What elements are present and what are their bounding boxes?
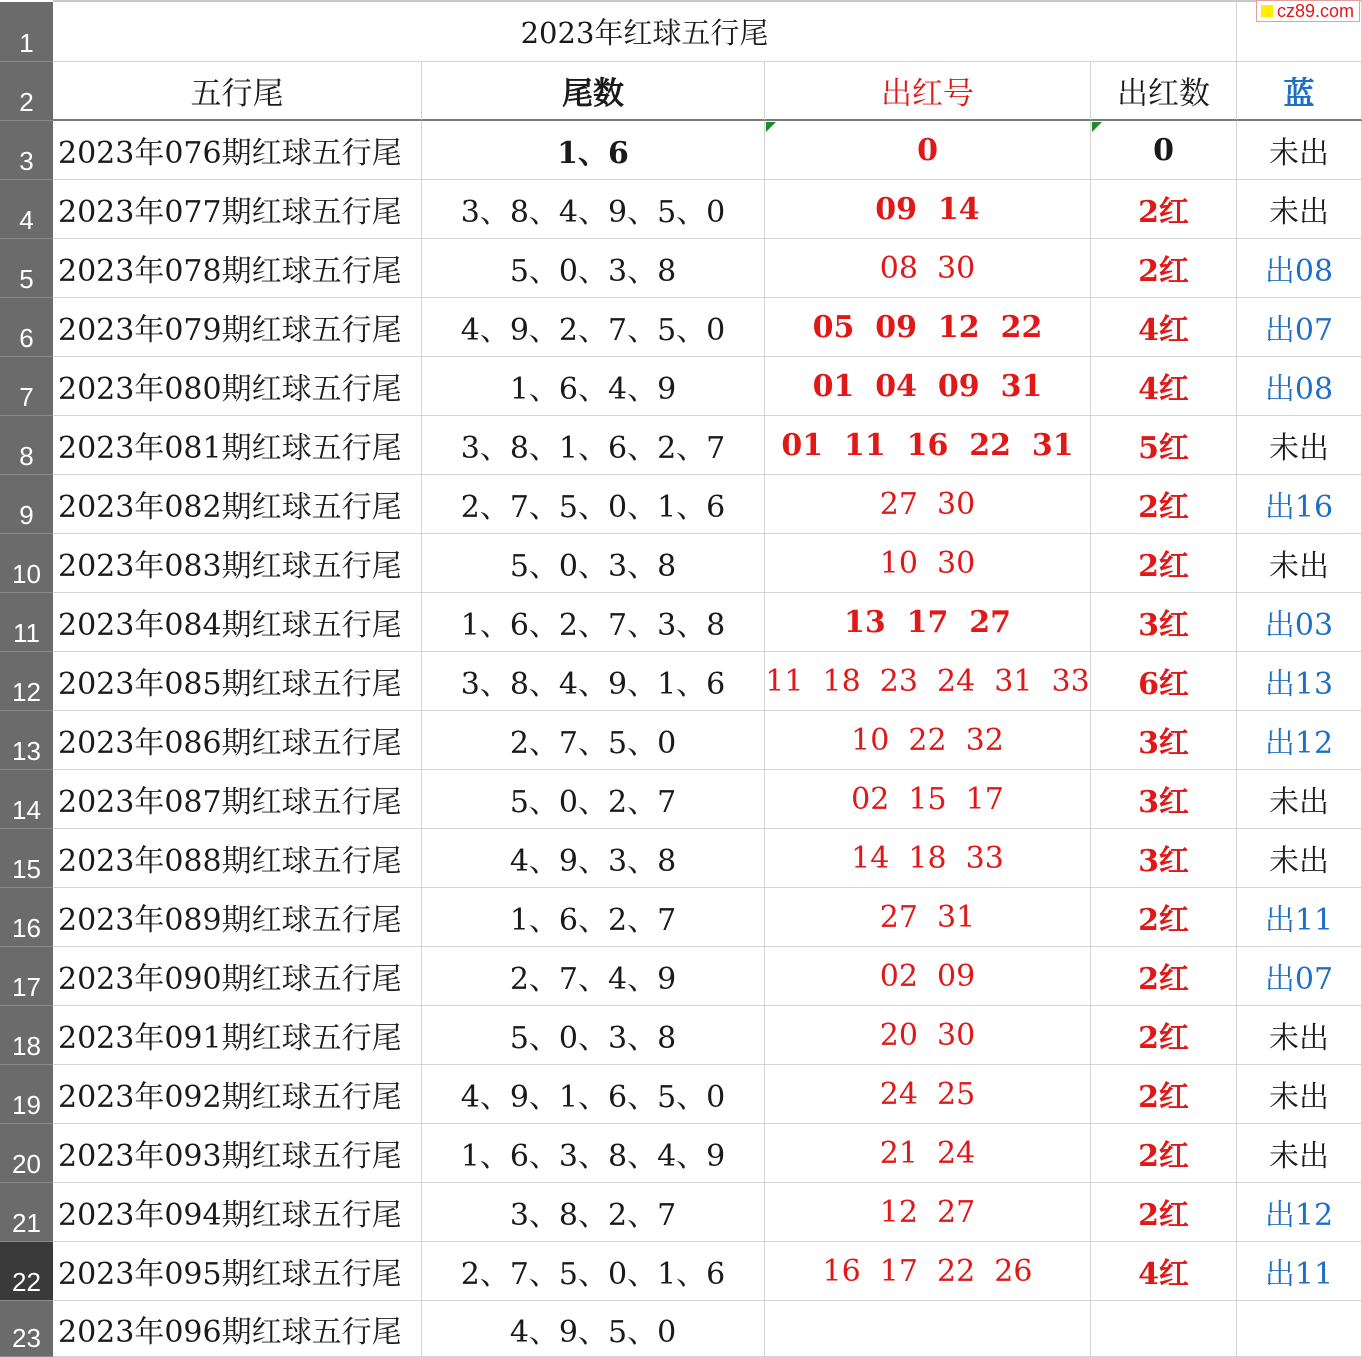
blue-ball-cell[interactable]: 出16 [1237,475,1362,534]
red-balls-cell[interactable]: 09 14 [765,180,1091,239]
blue-ball-cell[interactable]: 出12 [1237,1183,1362,1242]
period-cell[interactable]: 2023年076期红球五行尾 [53,121,422,180]
red-balls-cell[interactable]: 10 30 [765,534,1091,593]
red-balls-cell[interactable]: 21 24 [765,1124,1091,1183]
tails-cell[interactable]: 3、8、4、9、1、6 [422,652,765,711]
period-cell[interactable]: 2023年096期红球五行尾 [53,1301,422,1357]
row-header[interactable]: 3 [0,121,53,180]
blue-ball-cell[interactable]: 出12 [1237,711,1362,770]
red-count-cell[interactable]: 4红 [1091,1242,1237,1301]
period-cell[interactable]: 2023年081期红球五行尾 [53,416,422,475]
red-count-cell[interactable]: 4红 [1091,298,1237,357]
cell-indicator-icon [1092,122,1102,132]
blue-ball-cell[interactable]: 未出 [1237,829,1362,888]
red-balls-cell[interactable]: 0 [765,121,1091,180]
tails-cell[interactable]: 5、0、3、8 [422,1006,765,1065]
tails-cell[interactable]: 4、9、1、6、5、0 [422,1065,765,1124]
blue-ball-cell[interactable]: 出03 [1237,593,1362,652]
site-watermark [1256,0,1360,22]
period-cell[interactable]: 2023年093期红球五行尾 [53,1124,422,1183]
red-balls-cell[interactable]: 12 27 [765,1183,1091,1242]
header-lan[interactable]: 蓝 [1237,62,1362,121]
tails-cell[interactable]: 3、8、1、6、2、7 [422,416,765,475]
red-count-cell[interactable]: 6红 [1091,652,1237,711]
header-chuhonghao[interactable]: 出红号 [765,62,1091,121]
tails-cell[interactable]: 4、9、5、0 [422,1301,765,1357]
period-cell[interactable]: 2023年092期红球五行尾 [53,1065,422,1124]
red-count-cell[interactable]: 5红 [1091,416,1237,475]
red-count-cell[interactable]: 0 [1091,121,1237,180]
red-balls-cell[interactable]: 27 30 [765,475,1091,534]
red-count-cell[interactable]: 2红 [1091,534,1237,593]
tails-cell[interactable]: 1、6 [422,121,765,180]
period-cell[interactable]: 2023年079期红球五行尾 [53,298,422,357]
period-cell[interactable]: 2023年089期红球五行尾 [53,888,422,947]
red-count-cell[interactable]: 2红 [1091,475,1237,534]
red-balls-cell[interactable] [765,1301,1091,1357]
period-cell[interactable]: 2023年086期红球五行尾 [53,711,422,770]
row-header[interactable]: 18 [0,1006,53,1065]
blue-ball-cell[interactable]: 出11 [1237,888,1362,947]
row-header[interactable]: 1 [0,2,53,62]
period-cell[interactable]: 2023年083期红球五行尾 [53,534,422,593]
period-cell[interactable]: 2023年088期红球五行尾 [53,829,422,888]
row-header[interactable]: 13 [0,711,53,770]
blue-ball-cell[interactable]: 未出 [1237,770,1362,829]
row-header[interactable]: 20 [0,1124,53,1183]
row-header[interactable]: 5 [0,239,53,298]
red-count-cell[interactable]: 2红 [1091,1006,1237,1065]
red-count-cell[interactable]: 2红 [1091,180,1237,239]
period-cell[interactable]: 2023年090期红球五行尾 [53,947,422,1006]
header-chuhongshu[interactable]: 出红数 [1091,62,1237,121]
period-cell[interactable]: 2023年095期红球五行尾 [53,1242,422,1301]
tails-cell[interactable]: 1、6、2、7 [422,888,765,947]
tails-cell[interactable]: 2、7、5、0 [422,711,765,770]
red-balls-cell[interactable]: 16 17 22 26 [765,1242,1091,1301]
row-header[interactable]: 17 [0,947,53,1006]
blue-ball-cell[interactable]: 未出 [1237,1006,1362,1065]
header-weishu[interactable]: 尾数 [422,62,765,121]
blue-ball-cell[interactable]: 未出 [1237,121,1362,180]
red-balls-cell[interactable]: 05 09 12 22 [765,298,1091,357]
red-count-cell[interactable]: 2红 [1091,1124,1237,1183]
row-header[interactable]: 7 [0,357,53,416]
row-header[interactable]: 4 [0,180,53,239]
row-header[interactable]: 6 [0,298,53,357]
period-cell[interactable]: 2023年082期红球五行尾 [53,475,422,534]
blue-ball-cell[interactable]: 出08 [1237,357,1362,416]
tails-cell[interactable]: 2、7、4、9 [422,947,765,1006]
blue-ball-cell[interactable]: 出08 [1237,239,1362,298]
red-balls-cell[interactable]: 01 11 16 22 31 [765,416,1091,475]
row-header[interactable]: 22 [0,1242,53,1301]
blue-ball-cell[interactable]: 未出 [1237,1124,1362,1183]
red-balls-cell[interactable]: 01 04 09 31 [765,357,1091,416]
watermark-text: cz89.com [1277,0,1355,21]
tails-cell[interactable]: 1、6、3、8、4、9 [422,1124,765,1183]
tails-cell[interactable]: 2、7、5、0、1、6 [422,1242,765,1301]
tails-cell[interactable]: 3、8、2、7 [422,1183,765,1242]
red-balls-cell[interactable]: 10 22 32 [765,711,1091,770]
red-count-cell[interactable] [1091,1301,1237,1357]
blue-ball-cell[interactable] [1237,1301,1362,1357]
tails-cell[interactable]: 5、0、3、8 [422,239,765,298]
tails-cell[interactable]: 5、0、3、8 [422,534,765,593]
period-cell[interactable]: 2023年091期红球五行尾 [53,1006,422,1065]
red-balls-cell[interactable]: 14 18 33 [765,829,1091,888]
tails-cell[interactable]: 4、9、2、7、5、0 [422,298,765,357]
red-balls-cell[interactable]: 02 09 [765,947,1091,1006]
period-cell[interactable]: 2023年077期红球五行尾 [53,180,422,239]
header-wuxingwei[interactable]: 五行尾 [53,62,422,121]
red-balls-cell[interactable]: 08 30 [765,239,1091,298]
red-count-cell[interactable]: 3红 [1091,829,1237,888]
red-balls-cell[interactable]: 02 15 17 [765,770,1091,829]
blue-ball-cell[interactable]: 未出 [1237,416,1362,475]
sheet-title[interactable]: 2023年红球五行尾 [53,2,1237,62]
tails-cell[interactable]: 1、6、4、9 [422,357,765,416]
blue-ball-cell[interactable]: 出11 [1237,1242,1362,1301]
red-count-cell[interactable]: 2红 [1091,888,1237,947]
period-cell[interactable]: 2023年094期红球五行尾 [53,1183,422,1242]
tails-cell[interactable]: 5、0、2、7 [422,770,765,829]
blue-ball-cell[interactable]: 出07 [1237,947,1362,1006]
blue-ball-cell[interactable]: 出13 [1237,652,1362,711]
red-count-cell[interactable]: 4红 [1091,357,1237,416]
red-count-cell[interactable]: 2红 [1091,239,1237,298]
red-balls-cell[interactable]: 24 25 [765,1065,1091,1124]
period-cell[interactable]: 2023年080期红球五行尾 [53,357,422,416]
row-header[interactable]: 19 [0,1065,53,1124]
period-cell[interactable]: 2023年084期红球五行尾 [53,593,422,652]
red-count-cell[interactable]: 3红 [1091,593,1237,652]
row-header[interactable]: 8 [0,416,53,475]
blue-ball-cell[interactable]: 未出 [1237,534,1362,593]
red-count-cell[interactable]: 2红 [1091,947,1237,1006]
row-header[interactable]: 14 [0,770,53,829]
period-cell[interactable]: 2023年087期红球五行尾 [53,770,422,829]
red-count-cell[interactable]: 3红 [1091,711,1237,770]
red-count-cell[interactable]: 2红 [1091,1183,1237,1242]
red-balls-cell[interactable]: 27 31 [765,888,1091,947]
row-header[interactable]: 2 [0,62,53,121]
cell-indicator-icon [766,122,776,132]
tails-cell[interactable]: 3、8、4、9、5、0 [422,180,765,239]
row-header[interactable]: 11 [0,593,53,652]
tails-cell[interactable]: 4、9、3、8 [422,829,765,888]
blue-ball-cell[interactable]: 未出 [1237,180,1362,239]
red-balls-cell[interactable]: 13 17 27 [765,593,1091,652]
red-count-cell[interactable]: 3红 [1091,770,1237,829]
tails-cell[interactable]: 2、7、5、0、1、6 [422,475,765,534]
period-cell[interactable]: 2023年078期红球五行尾 [53,239,422,298]
blue-ball-cell[interactable]: 出07 [1237,298,1362,357]
logo-square-icon [1261,5,1273,17]
row-header[interactable]: 10 [0,534,53,593]
tails-cell[interactable]: 1、6、2、7、3、8 [422,593,765,652]
row-header[interactable]: 23 [0,1301,53,1357]
row-header[interactable]: 16 [0,888,53,947]
red-balls-cell[interactable]: 11 18 23 24 31 33 [765,652,1091,711]
row-header[interactable]: 21 [0,1183,53,1242]
red-balls-cell[interactable]: 20 30 [765,1006,1091,1065]
red-count-cell[interactable]: 2红 [1091,1065,1237,1124]
period-cell[interactable]: 2023年085期红球五行尾 [53,652,422,711]
blue-ball-cell[interactable]: 未出 [1237,1065,1362,1124]
row-header[interactable]: 15 [0,829,53,888]
row-header[interactable]: 12 [0,652,53,711]
row-header[interactable]: 9 [0,475,53,534]
